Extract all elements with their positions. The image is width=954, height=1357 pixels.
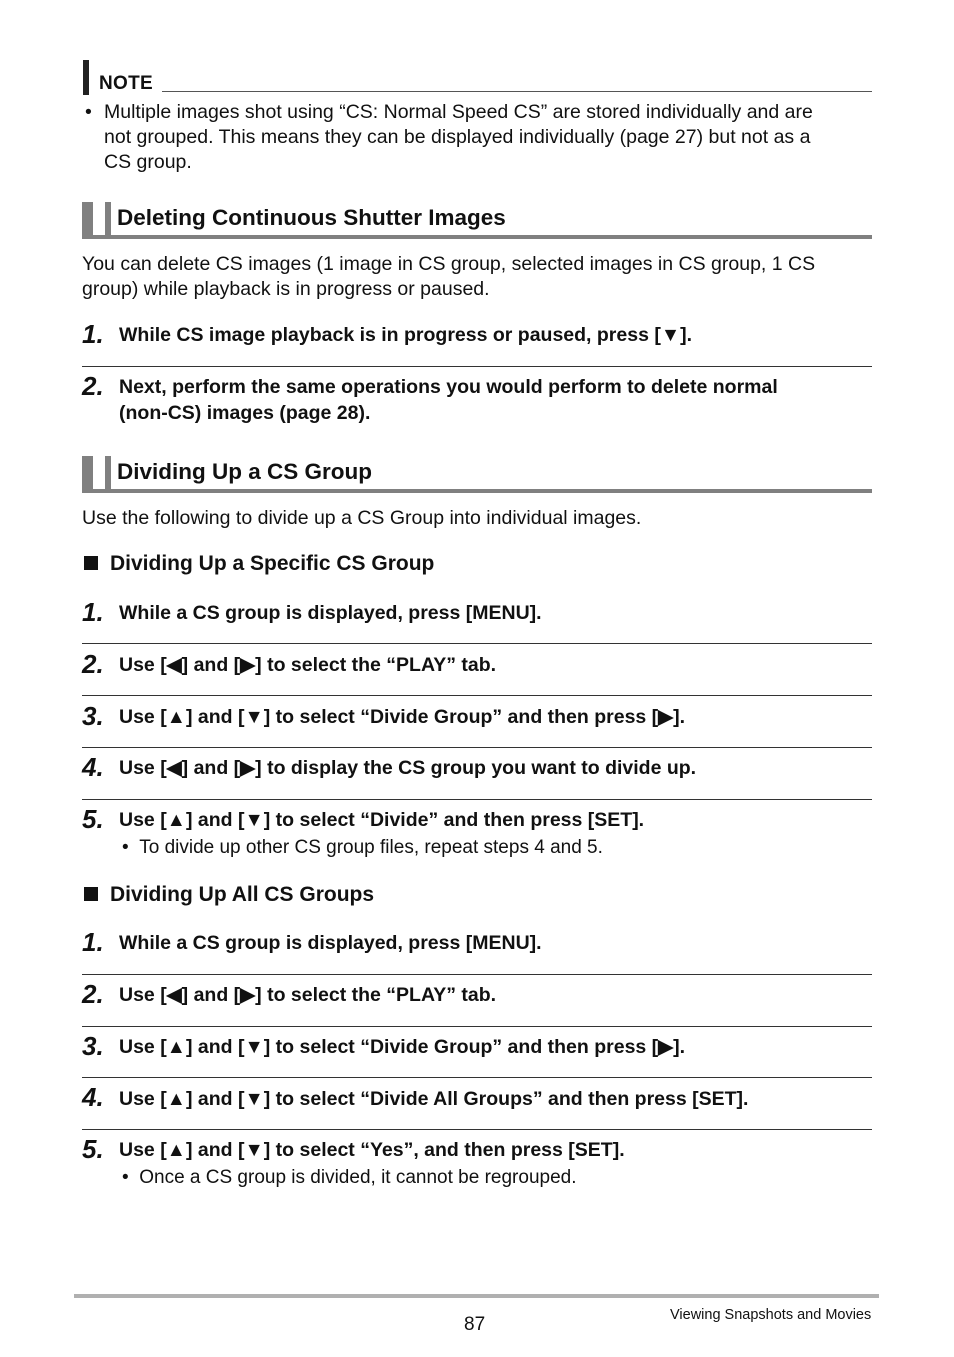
step-text: Use [◀] and [▶] to select the “PLAY” tab. [119, 654, 497, 676]
step-number: 5. [82, 1134, 104, 1164]
step-divider [82, 1129, 872, 1130]
section-heading-marker [105, 456, 111, 491]
step-number: 1. [82, 319, 104, 349]
section2-intro: Use the following to divide up a CS Group into individual images. [82, 507, 642, 529]
subsection-title-all [84, 882, 374, 908]
bullet-dot: • [85, 101, 92, 123]
subsection-title-specific [84, 551, 434, 577]
step-number: 3. [82, 1031, 104, 1061]
note-label: NOTE [99, 73, 153, 94]
chapter-title: Viewing Snapshots and Movies [670, 1307, 872, 1323]
note-bullet-line-1: Multiple images shot using “CS: Normal Speed CS” are stored individually and are [104, 101, 813, 123]
note-bullet-line-3: CS group. [104, 151, 192, 173]
step-text: Use [▲] and [▼] to select “Yes”, and then press [SET]. [119, 1139, 625, 1161]
section-heading-marker [105, 202, 111, 237]
step-text-line-1: Next, perform the same operations you would perform to delete normal [119, 376, 778, 398]
note-marker-bar [83, 60, 89, 95]
step-text: Use [▲] and [▼] to select “Divide Group” and then press [▶]. [119, 706, 686, 728]
step-divider [82, 366, 872, 367]
subsection-title-text: Dividing Up a Specific CS Group [110, 552, 435, 575]
bullet-dot: • [122, 837, 129, 858]
step-divider [82, 799, 872, 800]
section-heading-rule [82, 489, 872, 493]
subsection-title-text: Dividing Up All CS Groups [110, 883, 375, 906]
bullet-dot: • [122, 1167, 129, 1188]
section-heading-marker [82, 456, 93, 491]
note-bullet-line-2: not grouped. This means they can be displayed individually (page 27) but not as a [104, 126, 811, 148]
step-number: 4. [82, 752, 104, 782]
step-divider [82, 1077, 872, 1078]
step-divider [82, 695, 872, 696]
step-text: Use [◀] and [▶] to display the CS group you want to divide up. [119, 757, 697, 779]
step-number: 1. [82, 597, 104, 627]
section-heading-rule [82, 235, 872, 239]
section-heading-marker [82, 202, 93, 237]
step-text: Use [▲] and [▼] to select “Divide Group” and then press [▶]. [119, 1036, 686, 1058]
step-number: 3. [82, 701, 104, 731]
section1-intro-line-1: You can delete CS images (1 image in CS group, selected images in CS group, 1 CS [82, 253, 816, 275]
step-note-text: Once a CS group is divided, it cannot be regrouped. [139, 1167, 577, 1188]
step-number: 2. [82, 979, 104, 1009]
note-divider [162, 91, 872, 92]
square-bullet-icon [84, 887, 98, 901]
step-text: While CS image playback is in progress or paused, press [▼]. [119, 324, 693, 346]
section1-intro-line-2: group) while playback is in progress or paused. [82, 278, 490, 300]
step-number: 2. [82, 371, 104, 401]
step-text: While a CS group is displayed, press [MENU]. [119, 602, 542, 624]
step-text-line-2: (non-CS) images (page 28). [119, 402, 371, 424]
page-number: 87 [464, 1314, 486, 1335]
square-bullet-icon [84, 556, 98, 570]
step-text: While a CS group is displayed, press [MENU]. [119, 932, 542, 954]
step-text [119, 374, 778, 426]
footer-rule [74, 1294, 879, 1298]
step-number: 5. [82, 804, 104, 834]
section-title-deleting: Deleting Continuous Shutter Images [117, 205, 506, 230]
step-number: 2. [82, 649, 104, 679]
section1-intro [82, 252, 815, 302]
section-title-dividing: Dividing Up a CS Group [117, 459, 373, 484]
step-number: 1. [82, 927, 104, 957]
step-note [122, 836, 603, 860]
step-number: 4. [82, 1082, 104, 1112]
step-divider [82, 1026, 872, 1027]
step-divider [82, 747, 872, 748]
step-note-text: To divide up other CS group files, repeat steps 4 and 5. [139, 837, 603, 858]
note-bullet [85, 100, 813, 175]
step-text: Use [▲] and [▼] to select “Divide” and then press [SET]. [119, 809, 645, 831]
step-note [122, 1166, 577, 1190]
step-text: Use [◀] and [▶] to select the “PLAY” tab. [119, 984, 497, 1006]
step-divider [82, 974, 872, 975]
step-text: Use [▲] and [▼] to select “Divide All Groups” and then press [SET]. [119, 1088, 749, 1110]
step-divider [82, 643, 872, 644]
